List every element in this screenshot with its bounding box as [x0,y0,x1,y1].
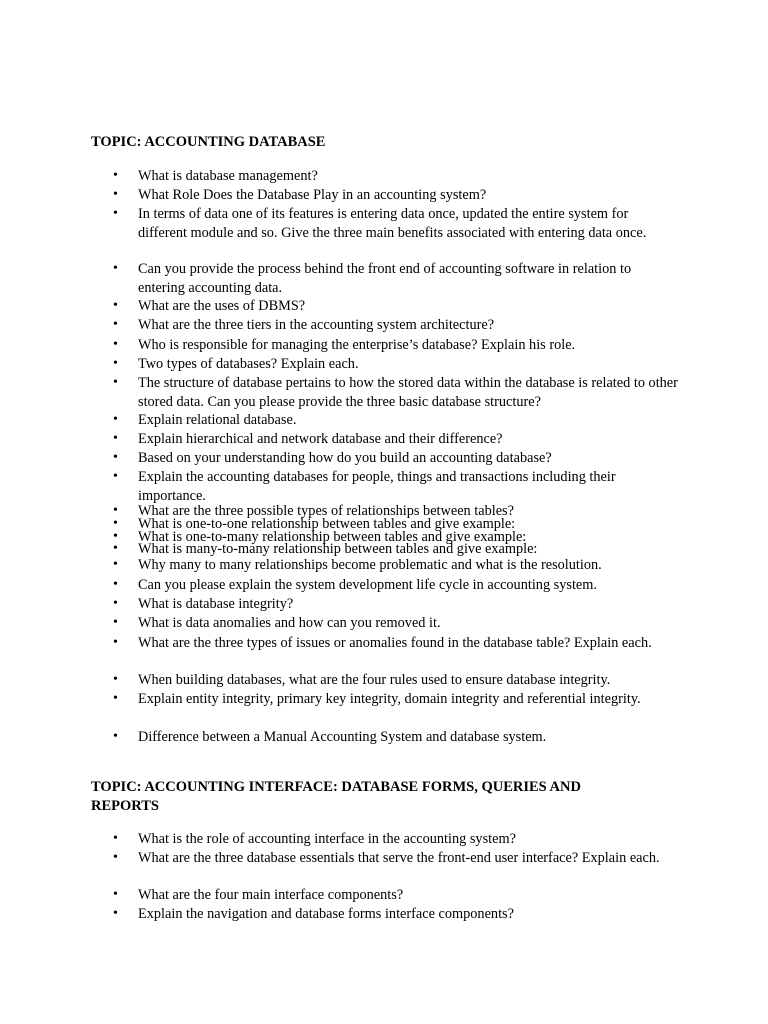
list-item: • Explain entity integrity, primary key integrity, domain integrity and referential integrity. [138,690,678,709]
list-item: • Based on your understanding how do you build an accounting database? [138,449,678,468]
list-item: • Explain relational database. [138,411,678,430]
list-item: • Two types of databases? Explain each. [138,355,678,374]
list-item: • Can you please explain the system development life cycle in accounting system. [138,576,678,595]
list-item: • Explain the navigation and database forms interface components? [138,905,678,924]
list-item: • What is data anomalies and how can you removed it. [138,614,678,633]
list-item: • What are the uses of DBMS? [138,297,678,316]
list-item: • What are the three database essentials that serve the front-end user interface? Explain each. [138,849,678,868]
list-item: • Explain hierarchical and network database and their difference? [138,430,678,449]
list-item: • What is one-to-many relationship between tables and give example: [138,531,678,543]
list-item: • Can you provide the process behind the front end of accounting software in relation to entering accounting data. [138,260,678,297]
list-item: • Explain the accounting databases for people, things and transactions including their importance. [138,468,678,505]
list-item: • What is many-to-many relationship between tables and give example: [138,543,678,555]
list-item: • When building databases, what are the four rules used to ensure database integrity. [138,671,678,690]
list-item: • What is the role of accounting interface in the accounting system? [138,830,678,849]
list-item: • What is database integrity? [138,595,678,614]
list-item: • Why many to many relationships become problematic and what is the resolution. [138,556,678,575]
list-item: • What is database management? [138,167,678,186]
list-item: • What Role Does the Database Play in an accounting system? [138,186,678,205]
list-item: • What are the four main interface components? [138,886,678,905]
section-heading-accounting-database: TOPIC: ACCOUNTING DATABASE [91,134,326,150]
list-item: • What are the three types of issues or anomalies found in the database table? Explain each. [138,634,678,653]
list-item: • The structure of database pertains to how the stored data within the database is related to other stored data. Can you please provide the three basic database structure? [138,374,678,411]
list-item: • In terms of data one of its features is entering data once, updated the entire system for different module and so. Give the three main benefits associated with entering data once. [138,205,678,242]
list-item: • What are the three possible types of relationships between tables? [138,505,678,517]
list-item: • What is one-to-one relationship between tables and give example: [138,518,678,530]
list-item: • Difference between a Manual Accounting System and database system. [138,728,678,747]
list-item: • What are the three tiers in the accounting system architecture? [138,316,678,335]
section-heading-accounting-interface: TOPIC: ACCOUNTING INTERFACE: DATABASE FORMS, QUERIES AND REPORTS [91,779,581,814]
list-item: • Who is responsible for managing the enterprise’s database? Explain his role. [138,336,678,355]
